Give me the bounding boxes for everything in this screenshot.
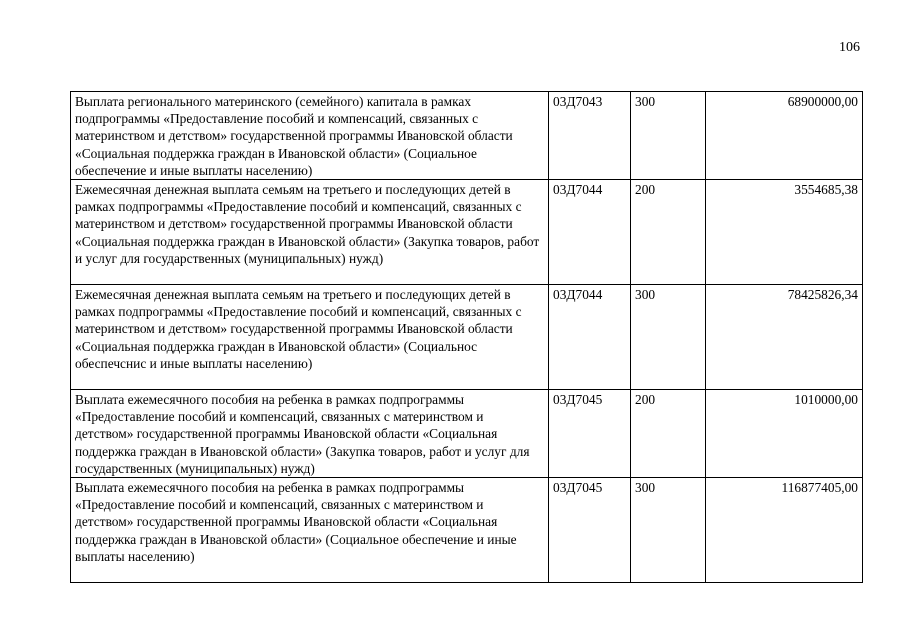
table-row [71,478,863,583]
table-row [71,180,863,285]
row-amount: 116877405,00 [706,478,863,583]
row-description: Ежемесячная денежная выплата семьям на третьего и последующих детей в рамках подпрограммы «Предоставление пособий и компенсаций, связанных с материнством и детством» государственной программы Ивановской области «Социальная поддержка граждан в Ивановской области» (Закупка товаров, работ и услуг для государственных (муниципальных) нужд) [71,180,549,285]
row-target-code: 03Д7045 [549,390,631,478]
row-description: Выплата регионального материнского (семейного) капитала в рамках подпрограммы «Предоставление пособий и компенсаций, связанных с материнством и детством» государственной программы Ивановской области «Социальная поддержка граждан в Ивановской области» (Социальное обеспечение и иные выплаты населению) [71,92,549,180]
row-amount: 1010000,00 [706,390,863,478]
table-row [71,285,863,390]
row-amount: 68900000,00 [706,92,863,180]
row-description: Ежемесячная денежная выплата семьям на третьего и последующих детей в рамках подпрограммы «Предоставление пособий и компенсаций, связанных с материнством и детством» государственной программы Ивановской области «Социальная поддержка граждан в Ивановской области» (Социальнос обеспечснис и иные выплаты населению) [71,285,549,390]
row-description: Выплата ежемесячного пособия на ребенка в рамках подпрограммы «Предоставление пособий и компенсаций, связанных с материнством и детством» государственной программы Ивановской области «Социальная поддержка граждан в Ивановской области» (Закупка товаров, работ и услуг для государственных (муниципальных) нужд) [71,390,549,478]
row-expense-type: 300 [631,285,706,390]
page-number: 106 [839,40,860,55]
table-row [71,390,863,478]
table-row [71,92,863,180]
row-target-code: 03Д7045 [549,478,631,583]
row-target-code: 03Д7044 [549,180,631,285]
row-expense-type: 300 [631,92,706,180]
row-target-code: 03Д7043 [549,92,631,180]
row-amount: 78425826,34 [706,285,863,390]
row-description: Выплата ежемесячного пособия на ребенка в рамках подпрограммы «Предоставление пособий и компенсаций, связанных с материнством и детством» государственной программы Ивановской области «Социальная поддержка граждан в Ивановской области» (Социальное обеспечение и иные выплаты населению) [71,478,549,583]
row-expense-type: 200 [631,390,706,478]
row-target-code: 03Д7044 [549,285,631,390]
row-amount: 3554685,38 [706,180,863,285]
row-expense-type: 200 [631,180,706,285]
budget-table [70,91,863,583]
row-expense-type: 300 [631,478,706,583]
